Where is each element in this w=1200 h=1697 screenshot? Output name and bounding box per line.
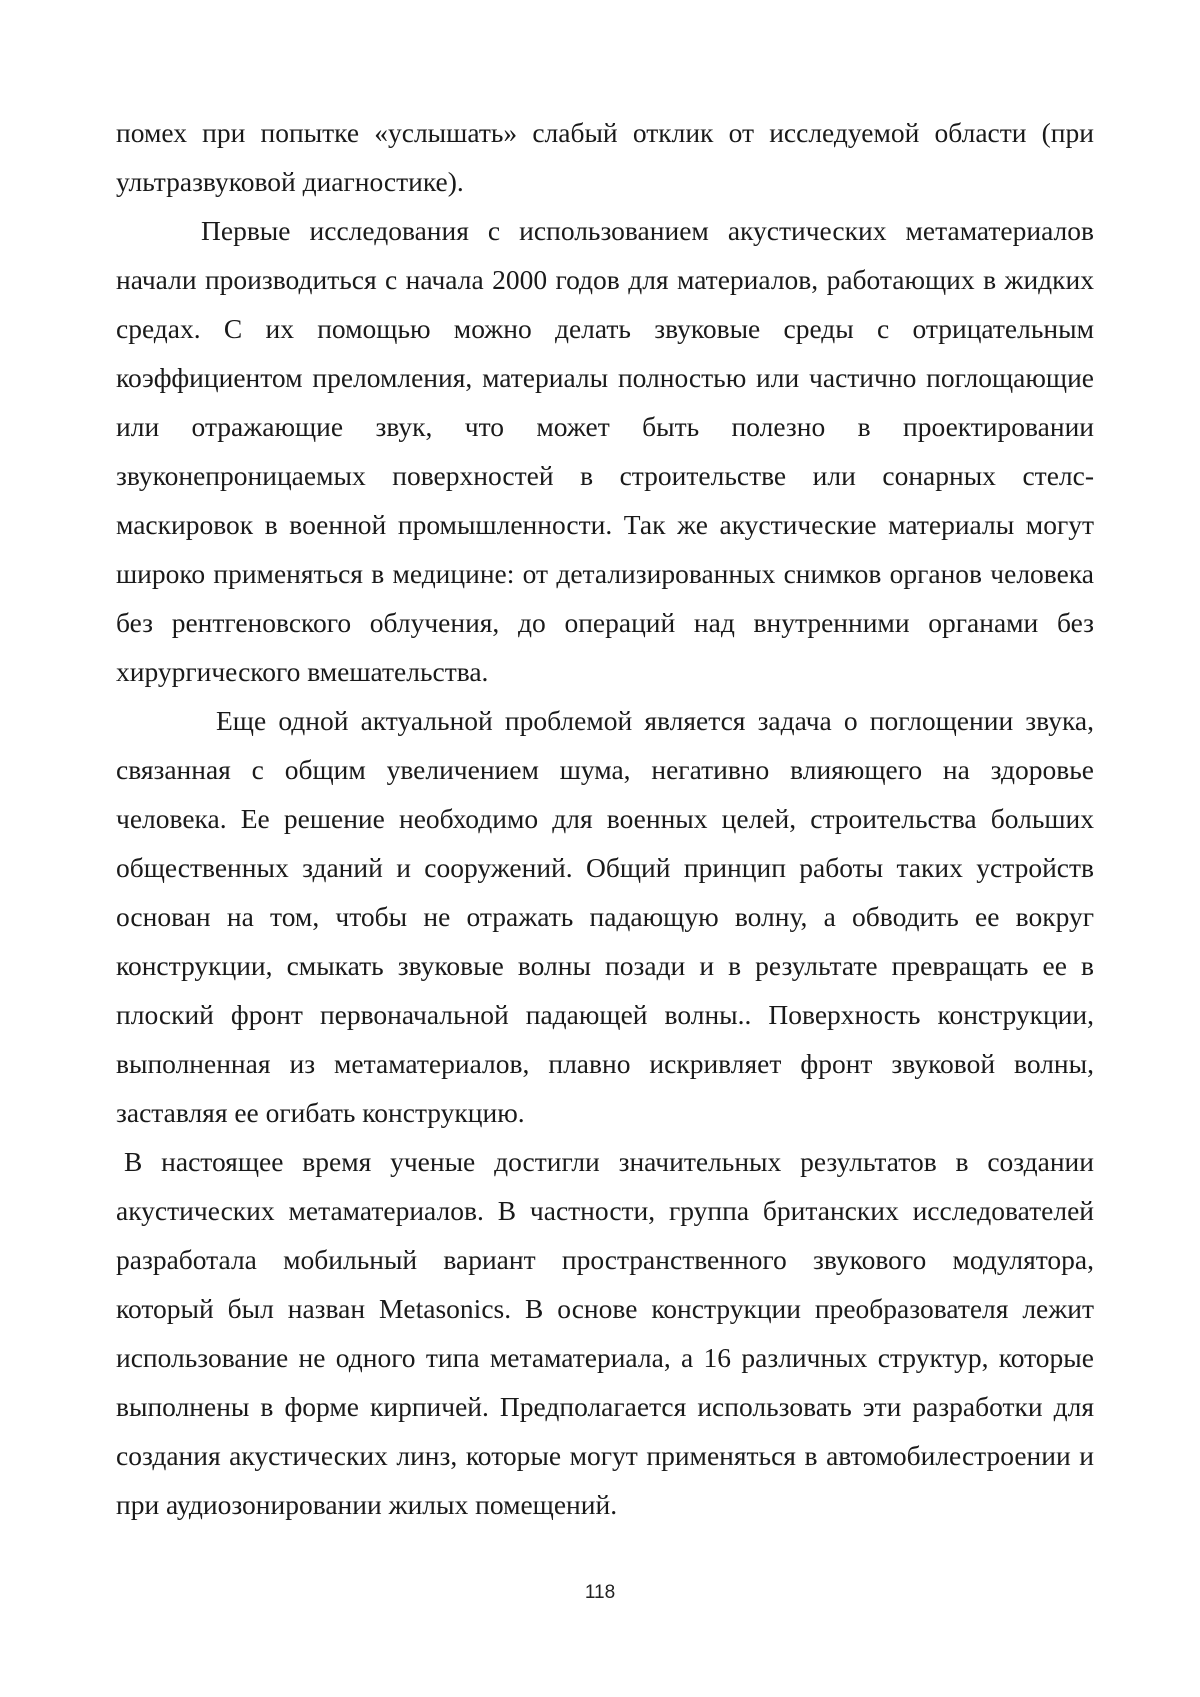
paragraph-first-research: Первые исследования с использованием акустических метаматериалов начали производиться с начала 2000 годов для материалов, работающих в жидких средах. С их помощью можно делать звуковые среды с отрицательным коэффициентом преломления, материалы полностью или частично поглощающие или отражающие звук, что может быть полезно в проектировании звуконепроницаемых поверхностей в строительстве или сонарных стелс-маскировок в военной промышленности. Так же акустические материалы могут широко применяться в медицине: от детализированных снимков органов человека без рентгеновского облучения, до операций над внутренними органами без хирургического вмешательства. bbox=[116, 206, 1094, 696]
paragraph-sound-absorption: Еще одной актуальной проблемой является задача о поглощении звука, связанная с общим увеличением шума, негативно влияющего на здоровье человека. Ее решение необходимо для военных целей, строительства больших общественных зданий и сооружений. Общий принцип работы таких устройств основан на том, чтобы не отражать падающую волну, а обводить ее вокруг конструкции, смыкать звуковые волны позади и в результате превращать ее в плоский фронт первоначальной падающей волны.. Поверхность конструкции, выполненная из метаматериалов, плавно искривляет фронт звуковой волны, заставляя ее огибать конструкцию. bbox=[116, 696, 1094, 1137]
body-text bbox=[116, 108, 1094, 1529]
paragraph-continuation: помех при попытке «услышать» слабый отклик от исследуемой области (при ультразвуковой диагностике). bbox=[116, 108, 1094, 206]
paragraph-metasonics: В настоящее время ученые достигли значительных результатов в создании акустических метаматериалов. В частности, группа британских исследователей разработала мобильный вариант пространственного звукового модулятора, который был назван Metasonics. В основе конструкции преобразователя лежит использование не одного типа метаматериала, а 16 различных структур, которые выполнены в форме кирпичей. Предполагается использовать эти разработки для создания акустических линз, которые могут применяться в автомобилестроении и при аудиозонировании жилых помещений. bbox=[116, 1137, 1094, 1529]
document-page bbox=[0, 0, 1200, 1697]
page-number: 118 bbox=[0, 1582, 1200, 1604]
